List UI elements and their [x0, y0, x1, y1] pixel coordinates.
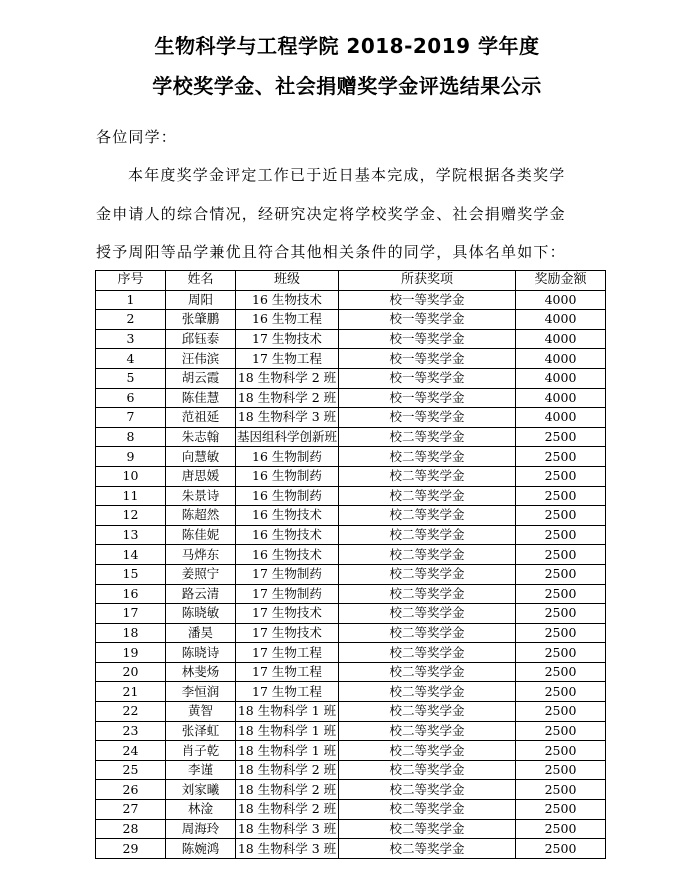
table-row [96, 760, 606, 780]
table-row [96, 525, 606, 545]
cell-name: 陈晓诗 [166, 643, 236, 663]
cell-name: 李恒润 [166, 682, 236, 702]
page-title-line-1: 生物科学与工程学院 2018-2019 学年度 [154, 34, 540, 58]
cell-amount: 2500 [516, 741, 606, 761]
page-title-line-2: 学校奖学金、社会捐赠奖学金评选结果公示 [152, 74, 542, 98]
cell-name: 朱景诗 [166, 486, 236, 506]
cell-amount: 4000 [516, 408, 606, 428]
table-row [96, 388, 606, 408]
cell-amount: 2500 [516, 702, 606, 722]
cell-award: 校二等奖学金 [339, 564, 516, 584]
cell-amount: 2500 [516, 564, 606, 584]
cell-index: 29 [96, 839, 166, 859]
award-table [95, 270, 606, 859]
cell-name: 陈超然 [166, 506, 236, 526]
cell-class: 17 生物技术 [236, 604, 339, 624]
cell-index: 8 [96, 427, 166, 447]
cell-name: 范祖延 [166, 408, 236, 428]
cell-award: 校一等奖学金 [339, 310, 516, 330]
cell-class: 18 生物科学 2 班 [236, 760, 339, 780]
cell-award: 校二等奖学金 [339, 702, 516, 722]
cell-class: 17 生物工程 [236, 643, 339, 663]
cell-index: 18 [96, 623, 166, 643]
cell-index: 28 [96, 819, 166, 839]
table-row [96, 780, 606, 800]
cell-class: 18 生物科学 3 班 [236, 408, 339, 428]
cell-class: 17 生物工程 [236, 349, 339, 369]
cell-award: 校二等奖学金 [339, 662, 516, 682]
cell-name: 林斐炀 [166, 662, 236, 682]
table-row [96, 819, 606, 839]
cell-index: 6 [96, 388, 166, 408]
cell-index: 3 [96, 329, 166, 349]
cell-class: 18 生物科学 2 班 [236, 368, 339, 388]
cell-amount: 2500 [516, 643, 606, 663]
cell-name: 张肇鹏 [166, 310, 236, 330]
cell-name: 向慧敏 [166, 447, 236, 467]
cell-name: 陈婉鸿 [166, 839, 236, 859]
cell-class: 16 生物制药 [236, 447, 339, 467]
cell-amount: 2500 [516, 427, 606, 447]
cell-name: 唐思媛 [166, 466, 236, 486]
cell-name: 姜照宁 [166, 564, 236, 584]
cell-class: 18 生物科学 1 班 [236, 741, 339, 761]
cell-class: 16 生物工程 [236, 310, 339, 330]
table-row [96, 427, 606, 447]
cell-award: 校一等奖学金 [339, 290, 516, 310]
cell-class: 18 生物科学 3 班 [236, 839, 339, 859]
table-row [96, 447, 606, 467]
cell-class: 17 生物技术 [236, 623, 339, 643]
cell-index: 21 [96, 682, 166, 702]
cell-amount: 2500 [516, 466, 606, 486]
table-row [96, 682, 606, 702]
cell-index: 4 [96, 349, 166, 369]
cell-name: 周海玲 [166, 819, 236, 839]
cell-index: 9 [96, 447, 166, 467]
cell-class: 17 生物制药 [236, 564, 339, 584]
cell-name: 潘昊 [166, 623, 236, 643]
cell-name: 邱钰泰 [166, 329, 236, 349]
cell-award: 校一等奖学金 [339, 388, 516, 408]
cell-amount: 2500 [516, 780, 606, 800]
cell-award: 校二等奖学金 [339, 721, 516, 741]
cell-class: 16 生物技术 [236, 290, 339, 310]
table-row [96, 604, 606, 624]
cell-award: 校二等奖学金 [339, 623, 516, 643]
cell-class: 18 生物科学 2 班 [236, 388, 339, 408]
table-row [96, 702, 606, 722]
cell-amount: 2500 [516, 525, 606, 545]
cell-index: 23 [96, 721, 166, 741]
cell-amount: 2500 [516, 545, 606, 565]
cell-name: 陈佳妮 [166, 525, 236, 545]
table-row [96, 329, 606, 349]
cell-class: 18 生物科学 1 班 [236, 721, 339, 741]
cell-class: 17 生物工程 [236, 662, 339, 682]
cell-class: 18 生物科学 3 班 [236, 819, 339, 839]
cell-index: 1 [96, 290, 166, 310]
header-award: 所获奖项 [339, 271, 516, 291]
cell-class: 16 生物制药 [236, 486, 339, 506]
cell-index: 14 [96, 545, 166, 565]
salutation: 各位同学： [96, 128, 178, 146]
cell-award: 校二等奖学金 [339, 819, 516, 839]
body-paragraph-line-2: 金申请人的综合情况，经研究决定将学校奖学金、社会捐赠奖学金 [96, 205, 566, 223]
cell-amount: 2500 [516, 760, 606, 780]
cell-award: 校二等奖学金 [339, 506, 516, 526]
cell-award: 校二等奖学金 [339, 447, 516, 467]
cell-name: 张泽虹 [166, 721, 236, 741]
cell-award: 校二等奖学金 [339, 525, 516, 545]
cell-award: 校一等奖学金 [339, 408, 516, 428]
cell-award: 校二等奖学金 [339, 584, 516, 604]
cell-name: 肖子乾 [166, 741, 236, 761]
cell-amount: 2500 [516, 623, 606, 643]
cell-amount: 4000 [516, 329, 606, 349]
header-index: 序号 [96, 271, 166, 291]
table-row [96, 466, 606, 486]
cell-name: 黄智 [166, 702, 236, 722]
cell-class: 16 生物技术 [236, 525, 339, 545]
cell-name: 周阳 [166, 290, 236, 310]
cell-name: 陈佳慧 [166, 388, 236, 408]
cell-index: 25 [96, 760, 166, 780]
table-row [96, 839, 606, 859]
cell-class: 17 生物技术 [236, 329, 339, 349]
cell-award: 校二等奖学金 [339, 427, 516, 447]
cell-name: 李谨 [166, 760, 236, 780]
cell-class: 18 生物科学 2 班 [236, 800, 339, 820]
cell-index: 16 [96, 584, 166, 604]
cell-name: 汪伟滨 [166, 349, 236, 369]
cell-amount: 2500 [516, 506, 606, 526]
cell-amount: 2500 [516, 800, 606, 820]
cell-amount: 2500 [516, 486, 606, 506]
cell-name: 陈晓敏 [166, 604, 236, 624]
cell-award: 校二等奖学金 [339, 466, 516, 486]
cell-award: 校二等奖学金 [339, 839, 516, 859]
table-header-row [96, 271, 606, 291]
cell-index: 10 [96, 466, 166, 486]
cell-class: 16 生物技术 [236, 545, 339, 565]
cell-class: 18 生物科学 1 班 [236, 702, 339, 722]
cell-class: 17 生物制药 [236, 584, 339, 604]
cell-award: 校二等奖学金 [339, 780, 516, 800]
table-body [96, 290, 606, 858]
cell-amount: 2500 [516, 662, 606, 682]
cell-amount: 2500 [516, 721, 606, 741]
cell-amount: 4000 [516, 368, 606, 388]
cell-award: 校二等奖学金 [339, 545, 516, 565]
body-paragraph-line-1: 本年度奖学金评定工作已于近日基本完成，学院根据各类奖学 [128, 166, 566, 184]
cell-amount: 2500 [516, 447, 606, 467]
cell-index: 17 [96, 604, 166, 624]
cell-index: 11 [96, 486, 166, 506]
cell-name: 马烨东 [166, 545, 236, 565]
table-row [96, 290, 606, 310]
table-row [96, 564, 606, 584]
cell-class: 16 生物制药 [236, 466, 339, 486]
cell-index: 12 [96, 506, 166, 526]
table-row [96, 800, 606, 820]
cell-class: 16 生物技术 [236, 506, 339, 526]
table-row [96, 584, 606, 604]
cell-index: 7 [96, 408, 166, 428]
cell-index: 22 [96, 702, 166, 722]
cell-index: 20 [96, 662, 166, 682]
cell-name: 林淦 [166, 800, 236, 820]
cell-name: 刘家曦 [166, 780, 236, 800]
cell-award: 校二等奖学金 [339, 760, 516, 780]
table-row [96, 741, 606, 761]
cell-award: 校一等奖学金 [339, 368, 516, 388]
table-row [96, 623, 606, 643]
cell-award: 校一等奖学金 [339, 349, 516, 369]
header-name: 姓名 [166, 271, 236, 291]
cell-award: 校二等奖学金 [339, 741, 516, 761]
table-row [96, 310, 606, 330]
cell-index: 27 [96, 800, 166, 820]
cell-class: 基因组科学创新班 [236, 427, 339, 447]
cell-index: 19 [96, 643, 166, 663]
cell-index: 13 [96, 525, 166, 545]
cell-amount: 2500 [516, 584, 606, 604]
header-amount: 奖励金额 [516, 271, 606, 291]
cell-amount: 2500 [516, 839, 606, 859]
table-row [96, 486, 606, 506]
cell-index: 26 [96, 780, 166, 800]
cell-amount: 2500 [516, 819, 606, 839]
table-row [96, 506, 606, 526]
table-row [96, 545, 606, 565]
cell-index: 2 [96, 310, 166, 330]
table-row [96, 408, 606, 428]
table-row [96, 368, 606, 388]
cell-amount: 4000 [516, 310, 606, 330]
cell-award: 校二等奖学金 [339, 800, 516, 820]
cell-class: 17 生物工程 [236, 682, 339, 702]
cell-award: 校一等奖学金 [339, 329, 516, 349]
cell-index: 5 [96, 368, 166, 388]
cell-amount: 2500 [516, 604, 606, 624]
cell-award: 校二等奖学金 [339, 643, 516, 663]
cell-class: 18 生物科学 2 班 [236, 780, 339, 800]
cell-index: 15 [96, 564, 166, 584]
cell-amount: 4000 [516, 349, 606, 369]
table-row [96, 349, 606, 369]
header-class: 班级 [236, 271, 339, 291]
cell-award: 校二等奖学金 [339, 604, 516, 624]
cell-name: 朱志翰 [166, 427, 236, 447]
table-row [96, 662, 606, 682]
cell-award: 校二等奖学金 [339, 486, 516, 506]
cell-amount: 4000 [516, 290, 606, 310]
cell-amount: 4000 [516, 388, 606, 408]
table-row [96, 643, 606, 663]
cell-index: 24 [96, 741, 166, 761]
body-paragraph-line-3: 授予周阳等品学兼优且符合其他相关条件的同学，具体名单如下： [96, 243, 566, 261]
cell-name: 路云清 [166, 584, 236, 604]
cell-award: 校二等奖学金 [339, 682, 516, 702]
cell-amount: 2500 [516, 682, 606, 702]
table-row [96, 721, 606, 741]
cell-name: 胡云霞 [166, 368, 236, 388]
